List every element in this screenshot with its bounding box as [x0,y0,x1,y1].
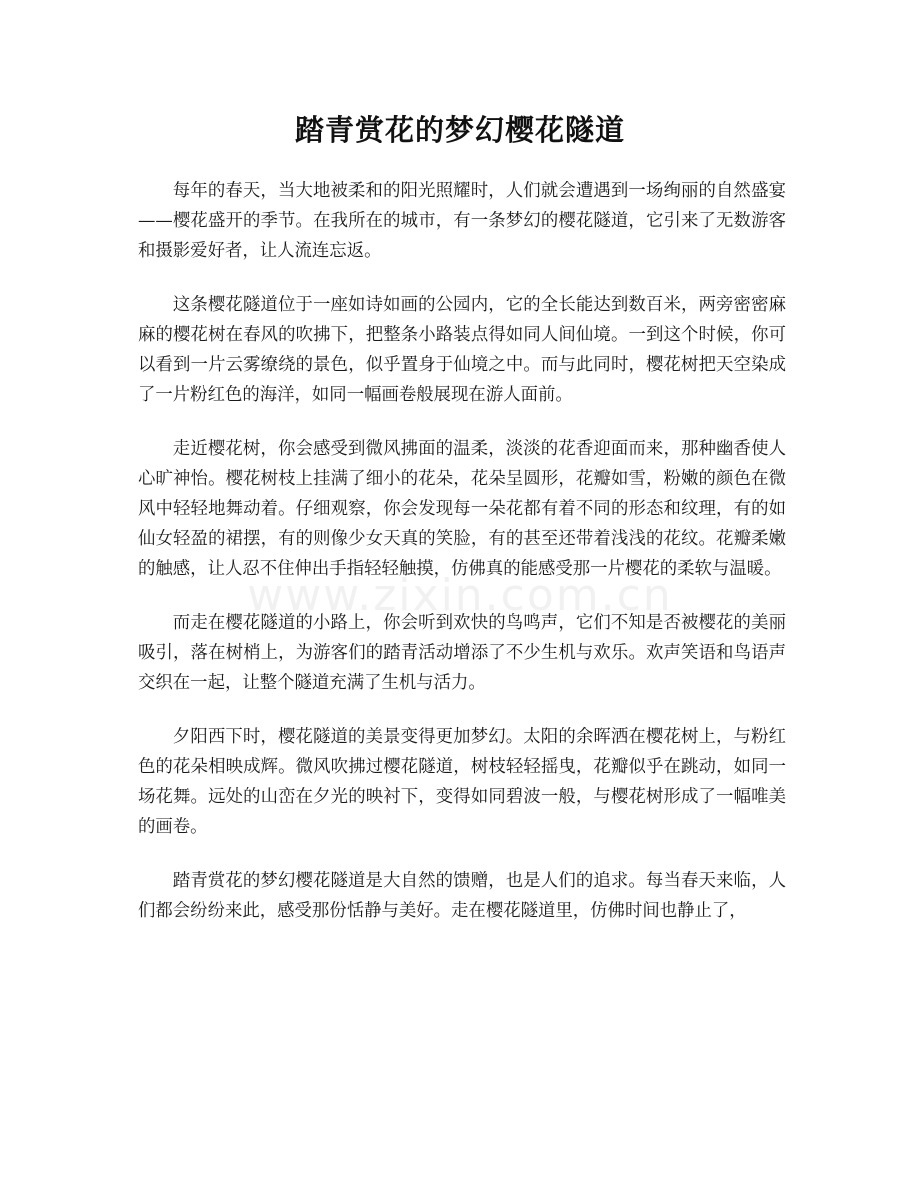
paragraph: 这条樱花隧道位于一座如诗如画的公园内，它的全长能达到数百米，两旁密密麻麻的樱花树在春风的吹拂下，把整条小路装点得如同人间仙境。一到这个时候，你可以看到一片云雾缭绕的景色，似乎置身于仙境之中。而与此同时，樱花树把天空染成了一片粉红色的海洋，如同一幅画卷般展现在游人面前。 [138,295,786,405]
paragraph: 夕阳西下时，樱花隧道的美景变得更加梦幻。太阳的余晖洒在樱花树上，与粉红色的花朵相映成辉。微风吹拂过樱花隧道，树枝轻轻摇曳，花瓣似乎在跳动，如同一场花舞。远处的山峦在夕光的映衬下，变得如同碧波一般，与樱花树形成了一幅唯美的画卷。 [138,727,786,837]
watermark: www.zixin.com.cn [247,570,673,621]
paragraph: 而走在樱花隧道的小路上，你会听到欢快的鸟鸣声，它们不知是否被樱花的美丽吸引，落在树梢上，为游客们的踏青活动增添了不少生机与欢乐。欢声笑语和鸟语声交织在一起，让整个隧道充满了生机与活力。 [138,613,786,693]
paragraph: 走近樱花树，你会感受到微风拂面的温柔，淡淡的花香迎面而来，那种幽香使人心旷神怡。樱花树枝上挂满了细小的花朵，花朵呈圆形，花瓣如雪，粉嫩的颜色在微风中轻轻地舞动着。仔细观察，你会发现每一朵花都有着不同的形态和纹理，有的如仙女轻盈的裙摆，有的则像少女天真的笑脸，有的甚至还带着浅浅的花纹。花瓣柔嫩的触感，让人忍不住伸出手指轻轻触摸，仿佛真的能感受那一片樱花的柔软与温暖。 [138,439,786,579]
page-title: 踏青赏花的梦幻樱花隧道 [294,113,625,147]
paragraph: 踏青赏花的梦幻樱花隧道是大自然的馈赠，也是人们的追求。每当春天来临，人们都会纷纷来此，感受那份恬静与美好。走在樱花隧道里，仿佛时间也静止了， [138,871,786,921]
paragraph: 每年的春天，当大地被柔和的阳光照耀时，人们就会遭遇到一场绚丽的自然盛宴——樱花盛开的季节。在我所在的城市，有一条梦幻的樱花隧道，它引来了无数游客和摄影爱好者，让人流连忘返。 [138,181,786,261]
document-body [138,176,786,950]
